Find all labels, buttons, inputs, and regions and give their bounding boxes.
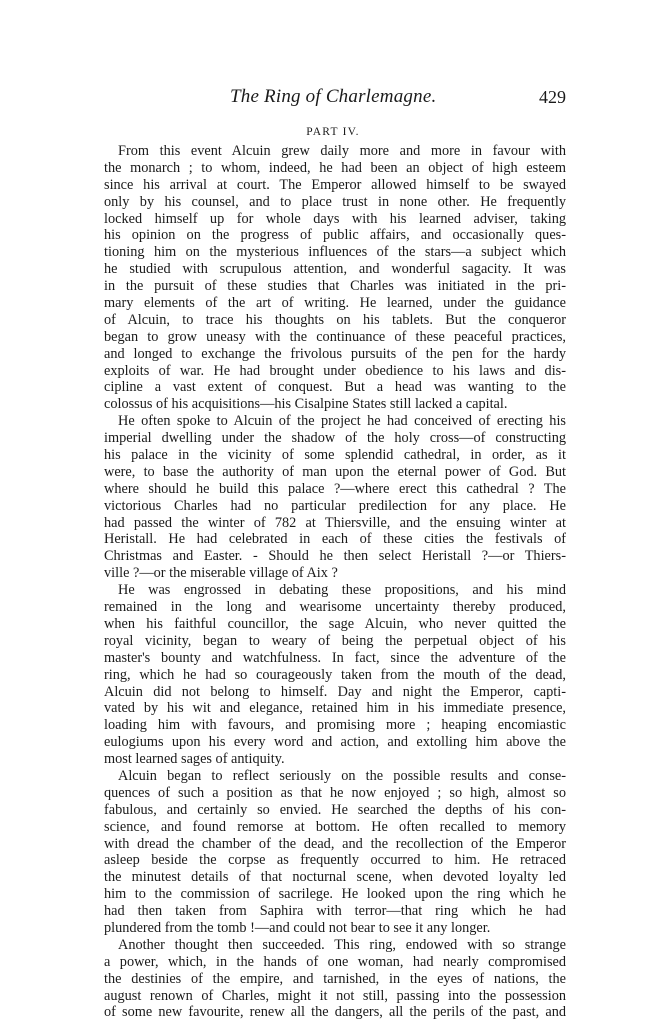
text-line: master's bounty and watchfulness. In fact, since the adventure of the bbox=[104, 649, 566, 666]
text-line: asleep beside the corpse as frequently occurred to him. He retraced bbox=[104, 852, 566, 869]
text-line: his opinion on the progress of public affairs, and occasionally ques- bbox=[104, 227, 566, 244]
text-line: mary elements of the art of writing. He learned, under the guidance bbox=[104, 295, 566, 312]
text-line: began to grow uneasy with the continuance of these peaceful practices, bbox=[104, 328, 566, 345]
page-number: 429 bbox=[539, 87, 566, 107]
text-line: had passed the winter of 782 at Thiersville, and the ensuing winter at bbox=[104, 514, 566, 531]
text-line: exploits of war. He had brought under obedience to his laws and dis- bbox=[104, 362, 566, 379]
text-line: a power, which, in the hands of one woman, had nearly compromised bbox=[104, 953, 566, 970]
text-line: Alcuin did not belong to himself. Day and night the Emperor, capti- bbox=[104, 683, 566, 700]
text-line: when his faithful councillor, the sage Alcuin, who never quitted the bbox=[104, 615, 566, 632]
text-line: ring, which he had so courageously taken from the mouth of the dead, bbox=[104, 666, 566, 683]
text-line: his palace in the vicinity of some splendid cathedral, in order, as it bbox=[104, 447, 566, 464]
text-line: imperial dwelling under the shadow of the holy cross—of constructing bbox=[104, 430, 566, 447]
text-line: remained in the long and wearisome uncertainty thereby produced, bbox=[104, 599, 566, 616]
text-line: of some new favourite, renew all the dangers, all the perils of the past, and bbox=[104, 1004, 566, 1021]
running-title: The Ring of Charlemagne. bbox=[230, 86, 437, 107]
text-line: Christmas and Easter. - Should he then select Heristall ?—or Thiers- bbox=[104, 548, 566, 565]
text-line: had then taken from Saphira with terror—that ring which he had bbox=[104, 903, 566, 920]
text-line: tioning him on the mysterious influences of the stars—a subject which bbox=[104, 244, 566, 261]
text-line: the minutest details of that nocturnal scene, when devoted loyalty led bbox=[104, 869, 566, 886]
text-line: august renown of Charles, might it not still, passing into the possession bbox=[104, 987, 566, 1004]
text-line: were, to base the authority of man upon the eternal power of God. But bbox=[104, 463, 566, 480]
text-line: He often spoke to Alcuin of the project he had conceived of erecting his bbox=[118, 413, 566, 430]
text-line: most learned sages of antiquity. bbox=[104, 751, 285, 768]
text-line: colossus of his acquisitions—his Cisalpine States still lacked a capital. bbox=[104, 396, 508, 413]
text-line: he studied with scrupulous attention, and wonderful sagacity. It was bbox=[104, 261, 566, 278]
text-line: the monarch ; to whom, indeed, he had been an object of high esteem bbox=[104, 159, 566, 176]
text-line: eulogiums upon his every word and action, and extolling him above the bbox=[104, 734, 566, 751]
text-line: ville ?—or the miserable village of Aix ? bbox=[104, 565, 338, 582]
text-line: Alcuin began to reflect seriously on the possible results and conse- bbox=[118, 767, 566, 784]
text-line: in the pursuit of these studies that Charles was initiated in the pri- bbox=[104, 278, 566, 295]
text-line: victorious Charles had no particular predilection for any place. He bbox=[104, 497, 566, 514]
text-line: since his arrival at court. The Emperor allowed himself to be swayed bbox=[104, 176, 566, 193]
text-line: He was engrossed in debating these propositions, and his mind bbox=[118, 582, 566, 599]
text-line: cipline a vast extent of conquest. But a head was wanting to the bbox=[104, 379, 566, 396]
text-line: fabulous, and certainly so envied. He searched the depths of his con- bbox=[104, 801, 566, 818]
text-line: loading him with favours, and promising more ; heaping encomiastic bbox=[104, 717, 566, 734]
text-line: Another thought then succeeded. This ring, endowed with so strange bbox=[118, 936, 566, 953]
part-heading: PART IV. bbox=[306, 126, 360, 138]
text-line: Heristall. He had celebrated in each of these cities the festivals of bbox=[104, 531, 566, 548]
text-line: royal vicinity, began to weary of being the perpetual object of his bbox=[104, 632, 566, 649]
text-line: science, and found remorse at bottom. He often recalled to memory bbox=[104, 818, 566, 835]
page-header bbox=[100, 86, 566, 110]
text-line: plundered from the tomb !—and could not bear to see it any longer. bbox=[104, 919, 491, 936]
text-line: the destinies of the empire, and tarnished, in the eyes of nations, the bbox=[104, 970, 566, 987]
text-line: vated by his wit and elegance, retained him in his immediate presence, bbox=[104, 700, 566, 717]
text-line: locked himself up for whole days with his learned adviser, taking bbox=[104, 210, 566, 227]
text-line: where should he build this palace ?—where erect this cathedral ? The bbox=[104, 480, 566, 497]
text-line: and longed to exchange the frivolous pursuits of the pen for the hardy bbox=[104, 345, 566, 362]
text-line: with dread the chamber of the dead, and the recollection of the Emperor bbox=[104, 835, 566, 852]
text-line: From this event Alcuin grew daily more and more in favour with bbox=[118, 143, 566, 159]
text-line: him to the commission of sacrilege. He looked upon the ring which he bbox=[104, 886, 566, 903]
body-text bbox=[104, 143, 566, 1021]
text-line: quences of such a position as that he now enjoyed ; so high, almost so bbox=[104, 784, 566, 801]
text-line: of Alcuin, to trace his thoughts on his tablets. But the conqueror bbox=[104, 311, 566, 328]
text-line: only by his counsel, and to place trust in none other. He frequently bbox=[104, 193, 566, 210]
